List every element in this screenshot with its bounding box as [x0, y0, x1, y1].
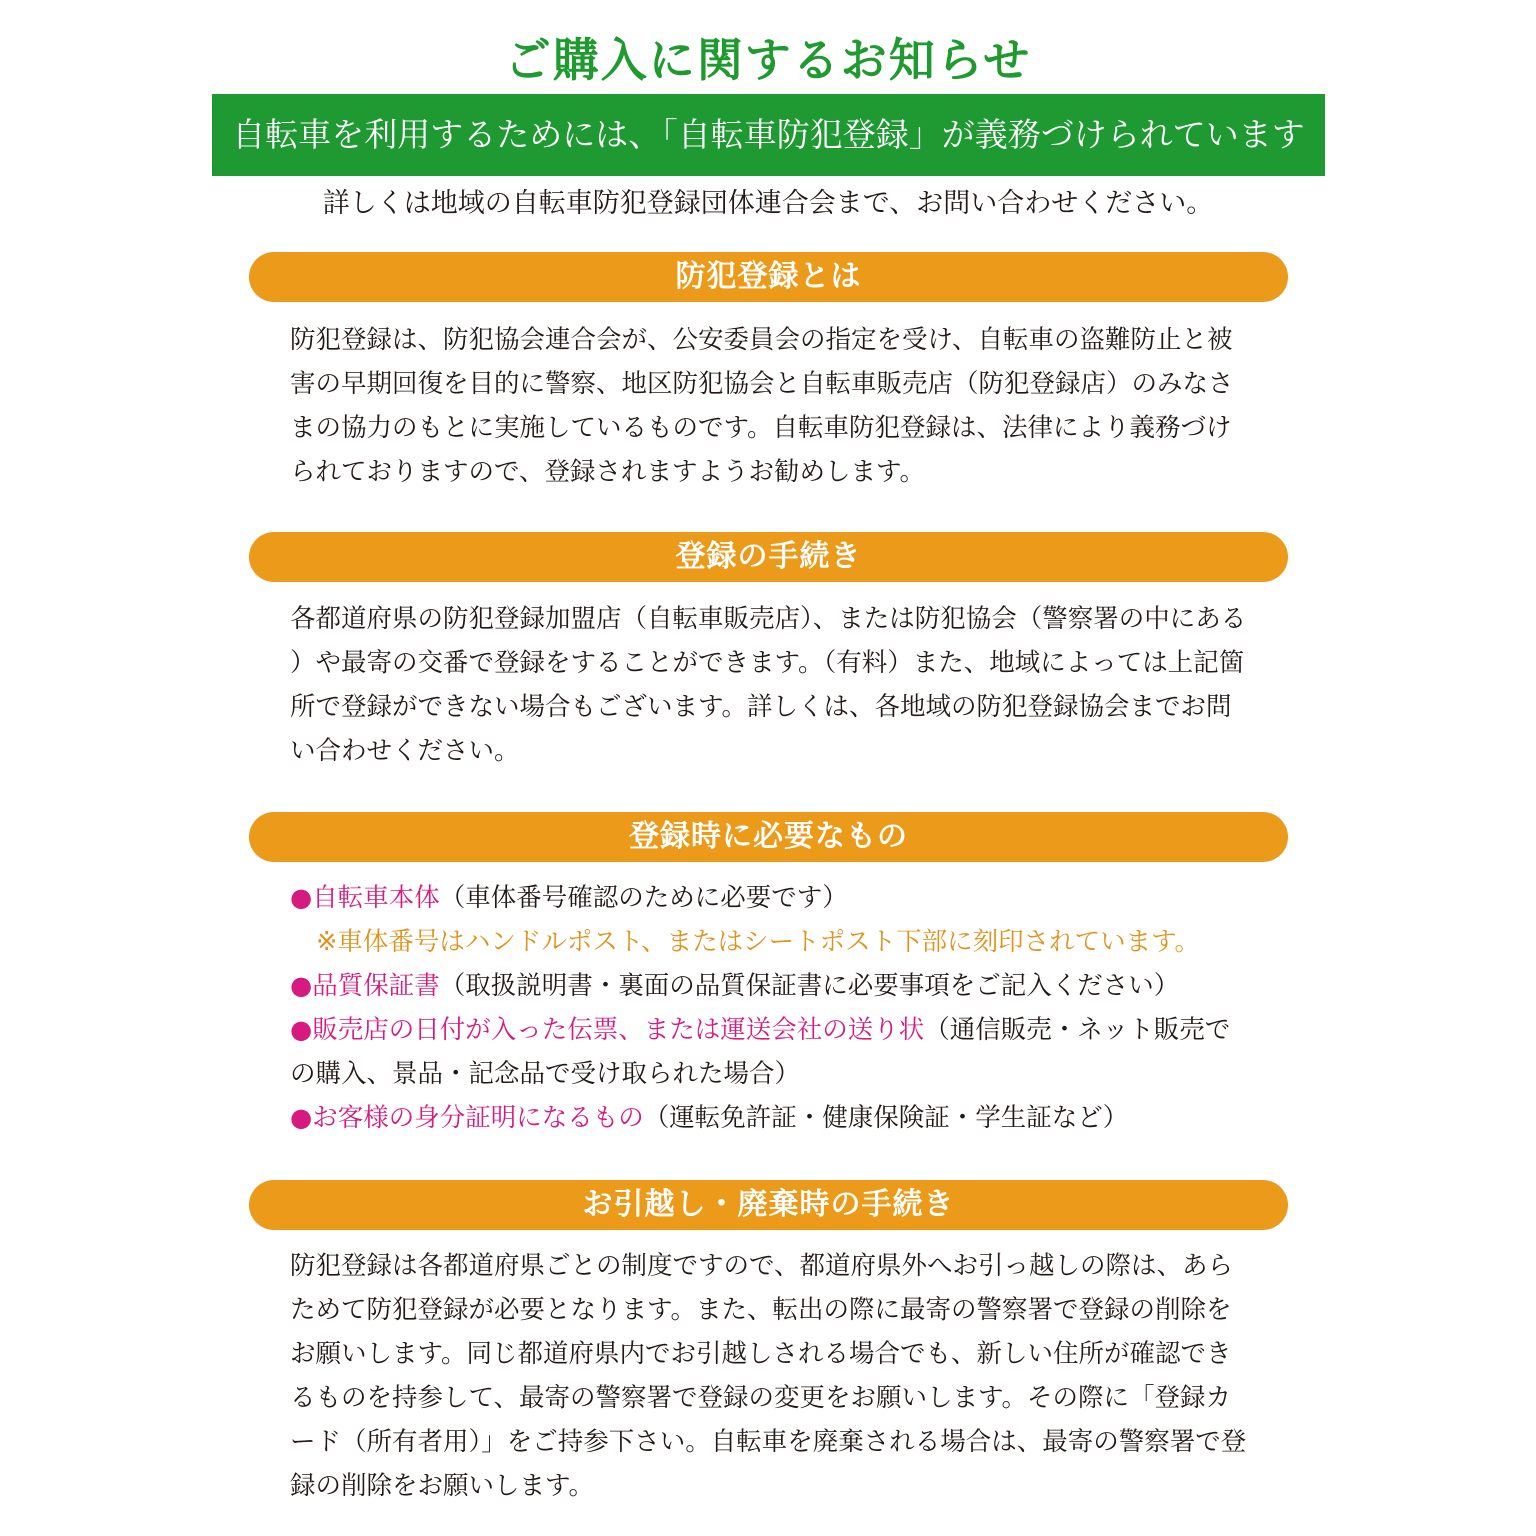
required-item-detail: （運転免許証・健康保険証・学生証など）	[643, 1103, 1129, 1133]
section-body-moving-disposal: 防犯登録は各都道府県ごとの制度ですので、都道府県外へお引っ越しの際は、あらためて防犯登録が必要となります。また、転出の際に最寄の警察署で登録の削除をお願いします。同じ都道府県内でお引越しされる場合でも、新しい住所が確認できるものを持参して、最寄の警察署で登録の変更をお願いします。その際に「登録カード（所有者用）」をご持参下さい。自転車を廃棄される場合は、最寄の警察署で登録の削除をお願いします。	[290, 1251, 1247, 1501]
required-item-detail: （車体番号確認のために必要です）	[439, 883, 848, 913]
section-body-what-is-registration: 防犯登録は、防犯協会連合会が、公安委員会の指定を受け、自転車の盗難防止と被害の早期回復を目的に警察、地区防犯協会と自転車販売店（防犯登録店）のみなさまの協力のもとに実施しているものです。自転車防犯登録は、法律により義務づけられておりますので、登録されますようお勧めします。	[290, 325, 1234, 487]
required-item-detail: （通信販売・ネット販売での購入、景品・記念品で受け取られた場合）	[290, 1015, 1231, 1089]
required-item-detail: （取扱説明書・裏面の品質保証書に必要事項をご記入ください）	[439, 971, 1180, 1001]
page-title: ご購入に関するお知らせ	[504, 33, 1032, 87]
registration-obligation-banner: 自転車を利用するためには、「自転車防犯登録」が義務づけられています	[212, 94, 1325, 176]
required-item-label: ●品質保証書	[290, 971, 440, 1001]
contact-notice: 詳しくは地域の自転車防犯登録団体連合会まで、お問い合わせください。	[322, 188, 1214, 219]
required-item-bicycle	[290, 876, 1250, 920]
required-item-label: ●お客様の身分証明になるもの	[290, 1103, 644, 1133]
section-body-registration-procedure: 各都道府県の防犯登録加盟店（自転車販売店）、または防犯協会（警察署の中にある）や最寄の交番で登録をすることができます。（有料）また、地域によっては上記箇所で登録ができない場合もございます。詳しくは、各地域の防犯登録協会までお問い合わせください。	[290, 604, 1247, 766]
section-header-moving-disposal: お引越し・廃棄時の手続き	[249, 1180, 1288, 1230]
required-item-receipt	[290, 1008, 1250, 1096]
section-header-registration-procedure: 登録の手続き	[249, 532, 1288, 582]
section-header-what-is-registration: 防犯登録とは	[249, 252, 1288, 302]
required-item-id	[290, 1096, 1250, 1140]
required-item-warranty	[290, 964, 1250, 1008]
section-header-required-items: 登録時に必要なもの	[249, 812, 1288, 862]
required-item-label: ●販売店の日付が入った伝票、または運送会社の送り状	[290, 1015, 925, 1045]
required-item-label: ●自転車本体	[290, 883, 440, 913]
frame-number-note: ※車体番号はハンドルポスト、またはシートポスト下部に刻印されています。	[316, 927, 1201, 957]
